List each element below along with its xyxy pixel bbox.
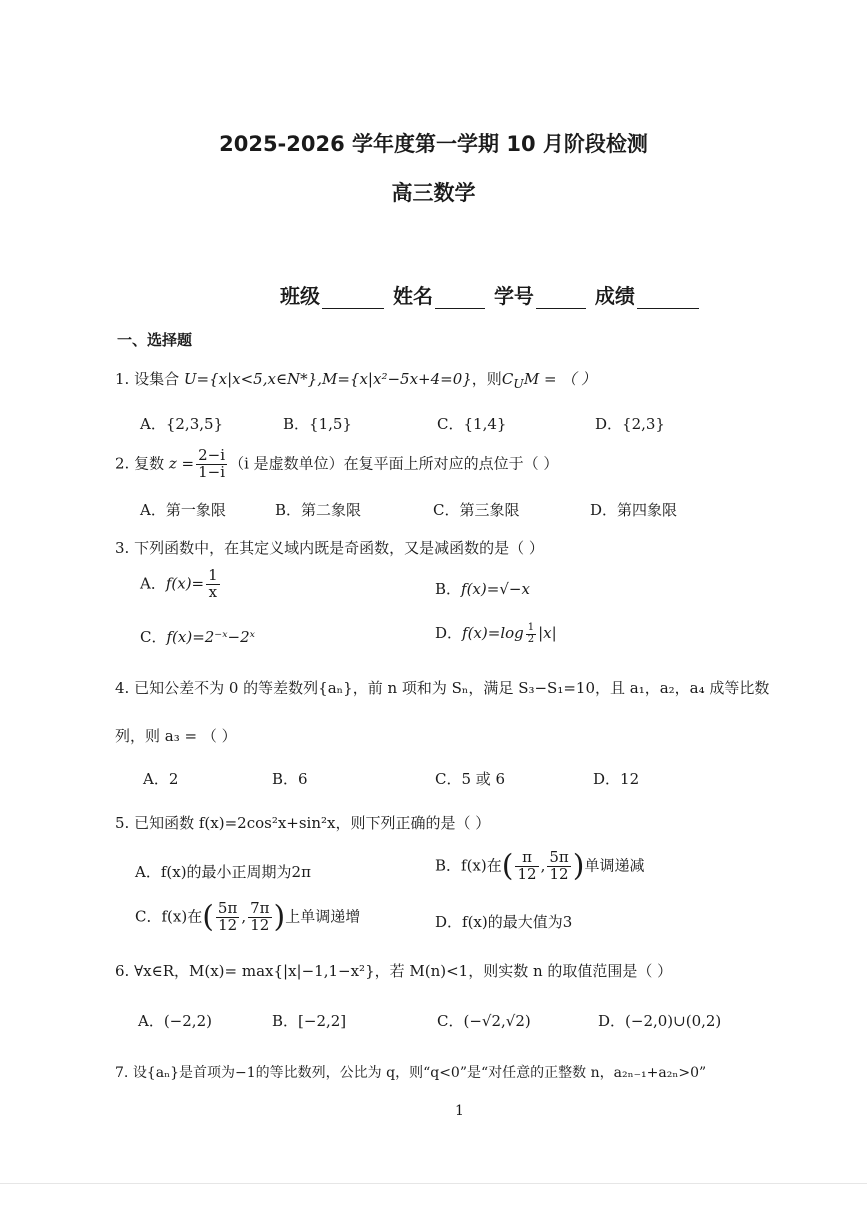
question-number: 4.	[115, 679, 130, 697]
math-symbol: C	[501, 370, 514, 388]
question-text: 复数	[134, 454, 165, 473]
option-c: C．第三象限	[433, 501, 520, 519]
question-text: 已知公差不为 0 的等差数列{aₙ}，前 n 项和为 Sₙ，满足 S₃−S₁=10，且 a₁，a₂，a₄ 成等比数	[134, 679, 770, 697]
page-number: 1	[455, 1103, 464, 1119]
math-expression: z =	[168, 454, 195, 473]
math-subscript: U	[513, 376, 524, 391]
option-d: D．12	[593, 770, 640, 788]
question-text: ∀x∈R，M(x)= max{|x|−1,1−x²}，若 M(n)<1，则实数 n 的取值范围是（ ）	[134, 962, 673, 980]
fraction: $\frac{5\pi}{12}$	[217, 899, 238, 934]
option-c: C．5 或 6	[435, 770, 506, 788]
math-expression: |x|	[538, 624, 557, 642]
fraction: $\frac{\pi}{12}$	[517, 848, 537, 883]
score-blank	[637, 286, 699, 309]
denominator: 1−i	[198, 462, 226, 481]
question-number: 6.	[115, 962, 130, 980]
option-b: B．f(x)在( $\frac{\pi}{12}$ , $\frac{5\pi}{12}$ )单调递减	[435, 848, 645, 884]
fraction	[206, 568, 220, 601]
option-c: C．f(x)=2⁻ˣ−2ˣ	[140, 628, 255, 646]
option-a: A．(−2,2)	[138, 1012, 212, 1030]
question-number: 7.	[115, 1065, 129, 1081]
option-d: D．f(x)=log $\frac{1}{2}$ |x|	[435, 622, 557, 645]
question-2	[115, 448, 558, 481]
question-text: 设集合	[134, 370, 180, 388]
question-4	[115, 677, 769, 698]
class-label: 班级	[280, 284, 320, 308]
fraction: $\frac{5\pi}{12}$	[549, 848, 569, 883]
exam-title: 2025-2026 学年度第一学期 10 月阶段检测	[219, 132, 648, 156]
math-expression: f(x)=2⁻ˣ−2ˣ	[166, 628, 255, 646]
option-a: A．f(x)的最小正周期为2π	[135, 863, 311, 881]
student-id-label: 学号	[493, 284, 534, 308]
section-heading: 一、选择题	[117, 331, 193, 349]
option-a: A．第一象限	[140, 501, 226, 519]
student-id-blank	[536, 286, 586, 309]
option-a: A．2	[143, 770, 179, 788]
option-a: A．{2,3,5}	[140, 415, 224, 433]
question-5	[115, 812, 490, 833]
question-number: 1.	[115, 370, 130, 388]
numerator: 2−i	[198, 446, 226, 464]
option-b: B．f(x)=√−x	[435, 580, 530, 598]
class-blank	[322, 286, 384, 309]
question-number: 5.	[115, 814, 130, 832]
option-d: D．第四象限	[590, 501, 678, 519]
question-4-continued: 列，则 a₃ = （ ）	[115, 727, 237, 745]
option-b: B．{1,5}	[283, 415, 352, 433]
numerator: 1	[208, 566, 218, 584]
question-text: 已知函数 f(x)=2cos²x+sin²x，则下列正确的是（ ）	[134, 814, 491, 832]
math-expression: f(x)=√−x	[461, 580, 530, 598]
name-label: 姓名	[392, 284, 433, 308]
question-text: 设{aₙ}是首项为−1的等比数列，公比为 q，则“q<0”是“对任意的正整数 n，a₂ₙ₋₁+a₂ₙ>0”	[132, 1065, 707, 1081]
question-1	[115, 368, 596, 391]
student-info-line	[280, 280, 701, 309]
score-label: 成绩	[594, 284, 635, 308]
math-expression: U={x|x<5,x∈N*},M={x|x²−5x+4=0}	[183, 370, 472, 388]
exam-subtitle: 高三数学	[391, 181, 476, 205]
question-text: ，则	[471, 370, 502, 388]
option-b: B．第二象限	[275, 501, 362, 519]
log-base-fraction: $\frac{1}{2}$	[527, 622, 535, 645]
option-d: D．f(x)的最大值为3	[435, 913, 573, 931]
denominator: x	[208, 582, 218, 601]
question-6	[115, 960, 672, 981]
math-expression: f(x)=log	[462, 624, 524, 642]
option-d: D．{2,3}	[595, 415, 665, 433]
question-text: （i 是虚数单位）在复平面上所对应的点位于（ ）	[229, 454, 559, 473]
page-bottom-divider	[0, 1183, 867, 1184]
option-c: C．(−√2,√2)	[437, 1012, 531, 1030]
option-d: D．(−2,0)∪(0,2)	[598, 1012, 722, 1030]
fraction	[196, 448, 227, 481]
fraction: $\frac{7\pi}{12}$	[250, 899, 270, 934]
option-a: A．f(x)= $\frac{1}{x}$	[140, 566, 218, 601]
math-expression: M = （ ）	[523, 370, 597, 388]
question-number: 3.	[115, 539, 130, 557]
question-number: 2.	[115, 454, 130, 473]
question-3	[115, 537, 544, 558]
name-blank	[435, 286, 485, 309]
question-text: 下列函数中，在其定义域内既是奇函数，又是减函数的是（ ）	[134, 539, 544, 557]
option-b: B．[−2,2]	[272, 1012, 347, 1030]
math-expression: f(x)=	[165, 574, 205, 593]
option-c: C．f(x)在( $\frac{5\pi}{12}$ , $\frac{7\pi}{12}$ )上单调递增	[135, 899, 361, 935]
option-c: C．{1,4}	[437, 415, 507, 433]
question-7	[115, 1062, 706, 1082]
option-b: B．6	[272, 770, 308, 788]
